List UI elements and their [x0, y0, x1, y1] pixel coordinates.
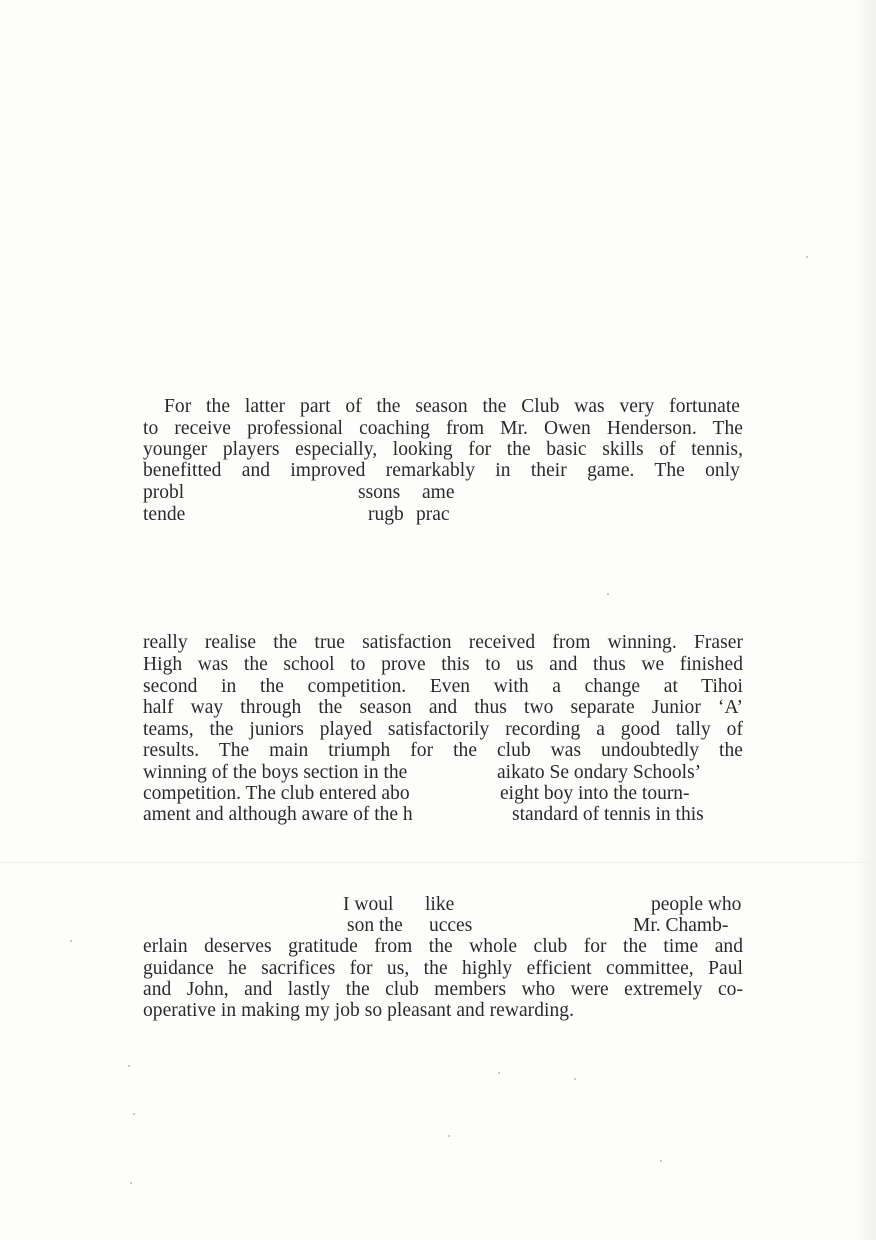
p2-split-right-2: eight boy into the tourn-: [500, 783, 690, 804]
p2-line-5: teams, the juniors played satisfactorily recording a good tally of: [143, 719, 743, 740]
p3-line-1: erlain deserves gratitude from the whole club for the time and: [143, 936, 743, 957]
p1-line-4: benefitted and improved remarkably in their game. The only: [143, 460, 740, 481]
p2-split-right-3: standard of tennis in this: [512, 804, 704, 825]
p2-line-4: half way through the season and thus two separate Junior ‘A’: [143, 697, 743, 718]
p3-fragment-people-who: people who: [651, 894, 742, 915]
p2-split-right-1: aikato Se ondary Schools’: [497, 762, 702, 783]
p1-fragment-rugb: rugb: [368, 504, 404, 525]
p2-line-2: High was the school to prove this to us and thus we finished: [143, 654, 743, 675]
p2-split-left-1: winning of the boys section in the: [143, 762, 408, 783]
p1-fragment-ame: ame: [422, 482, 455, 503]
p1-fragment-probl: probl: [143, 482, 185, 503]
p3-fragment-son-the: son the: [347, 915, 403, 936]
p1-line-1: For the latter part of the season the Club was very fortunate: [164, 396, 740, 417]
p2-split-left-3: ament and although aware of the h: [143, 804, 413, 825]
p3-fragment-mr-chamb: Mr. Chamb-: [633, 915, 729, 936]
scan-speck: [806, 256, 808, 258]
p3-fragment-ucces: ucces: [429, 915, 473, 936]
p1-fragment-tende: tende: [143, 504, 186, 525]
scan-speck: [130, 1182, 132, 1184]
page-edge-shadow: [852, 0, 876, 1240]
scan-speck: [574, 1078, 576, 1080]
scan-speck: [498, 1072, 500, 1074]
scan-speck: [448, 1135, 450, 1137]
p1-line-3: younger players especially, looking for the basic skills of tennis,: [143, 439, 743, 460]
scan-fold-line: [0, 862, 876, 863]
scan-speck: [607, 593, 609, 595]
p2-split-left-2: competition. The club entered abo: [143, 783, 410, 804]
scan-speck: [70, 940, 72, 942]
p2-line-1: really realise the true satisfaction received from winning. Fraser: [143, 632, 743, 653]
p3-line-2: guidance he sacrifices for us, the highly efficient committee, Paul: [143, 958, 743, 979]
p1-line-2: to receive professional coaching from Mr. Owen Henderson. The: [143, 418, 743, 439]
p1-fragment-prac: prac: [416, 504, 450, 525]
p3-line-4: operative in making my job so pleasant and rewarding.: [143, 1000, 574, 1021]
scan-speck: [128, 1065, 130, 1067]
p2-line-3: second in the competition. Even with a change at Tihoi: [143, 676, 743, 697]
p3-fragment-i-woul: I woul: [343, 894, 394, 915]
scan-speck: [133, 1113, 135, 1115]
p1-fragment-ssons: ssons: [358, 482, 401, 503]
p2-line-6: results. The main triumph for the club was undoubtedly the: [143, 740, 743, 761]
p3-fragment-like: like: [425, 894, 455, 915]
p3-line-3: and John, and lastly the club members who were extremely co-: [143, 979, 743, 1000]
scan-speck: [660, 1160, 662, 1162]
